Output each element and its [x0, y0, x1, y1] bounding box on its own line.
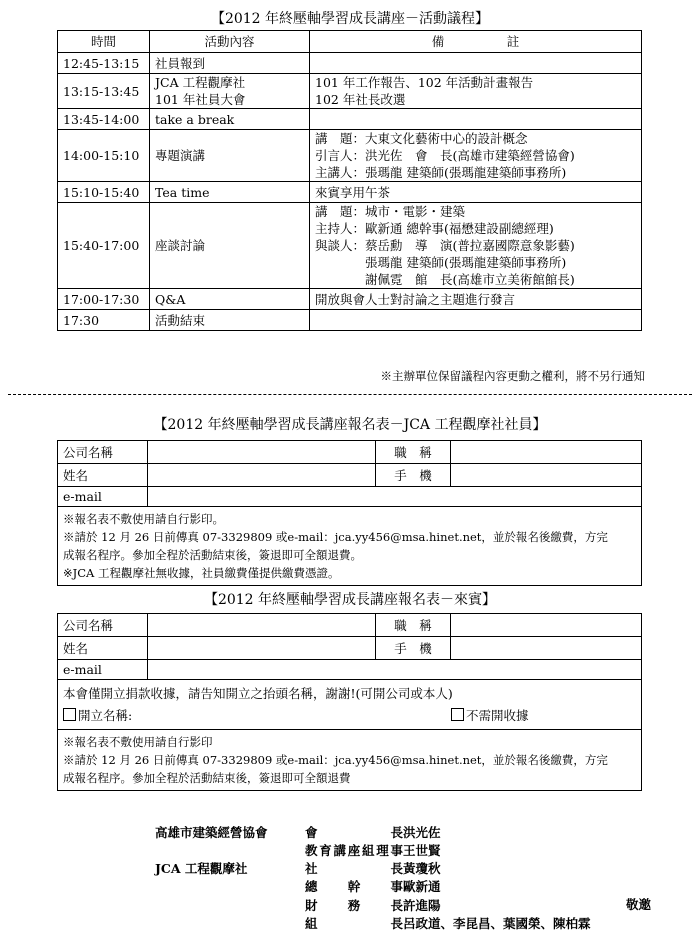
cut-line-divider — [8, 394, 692, 395]
agenda-title: 【2012 年終壓軸學習成長講座－活動議程】 — [210, 11, 490, 27]
member-registration-form — [57, 440, 642, 586]
agenda-activity-line: take a break — [155, 111, 235, 127]
agenda-notes — [310, 182, 642, 203]
agenda-activity-line: 101 年社員大會 — [155, 92, 246, 107]
agenda-row — [58, 289, 642, 310]
signatory-name: 歐新通 — [403, 879, 441, 894]
agenda-note-line: 主講人：張瑪龍 建築師(張瑪龍建築師事務所) — [315, 165, 567, 180]
member-name-input[interactable] — [148, 464, 376, 487]
agenda-note-line: 來賓享用午茶 — [315, 184, 391, 200]
member-note-line: ※報名表不敷使用請自行影印。 — [63, 512, 224, 526]
issue-receipt-checkbox[interactable] — [63, 708, 76, 721]
agenda-note-line: 主持人：歐新通 總幹事(福懋建設副總經理) — [315, 221, 554, 236]
signatory-name: 黃瓊秋 — [403, 861, 441, 876]
agenda-time: 15:40-17:00 — [58, 203, 150, 289]
member-phone-label: 手 機 — [376, 464, 451, 487]
agenda-activity-line: 座談討論 — [155, 238, 206, 253]
signatory-name: 呂政道、李昆昌、葉國榮、陳柏霖 — [403, 916, 591, 931]
guest-position-label: 職 稱 — [376, 614, 451, 637]
signatory-name: 洪光佐 — [403, 825, 441, 840]
agenda-footnote: ※主辦單位保留議程內容更動之權利，將不另行通知 — [380, 369, 645, 383]
member-position-input[interactable] — [451, 441, 642, 464]
agenda-activity — [150, 203, 310, 289]
signatory-name: 許進陽 — [403, 898, 441, 913]
agenda-activity-line: Tea time — [155, 184, 210, 200]
member-form-title: 【2012 年終壓軸學習成長講座報名表－JCA 工程觀摩社社員】 — [153, 417, 547, 433]
signatory-title: 組長 — [305, 916, 403, 931]
guest-registration-form — [57, 613, 642, 791]
signatory-row — [305, 859, 441, 877]
member-email-input[interactable] — [148, 487, 642, 507]
agenda-activity-line: 專題演講 — [155, 148, 206, 163]
agenda-time: 14:00-15:10 — [58, 130, 150, 182]
no-receipt-checkbox[interactable] — [451, 708, 464, 721]
agenda-time: 13:15-13:45 — [58, 74, 150, 109]
signatory-row — [305, 823, 441, 841]
guest-note-line: 成報名程序。參加全程於活動結束後，簽退即可全額退費 — [63, 771, 351, 785]
guest-phone-input[interactable] — [451, 637, 642, 660]
guest-email-input[interactable] — [148, 660, 642, 680]
signatory-name: 王世賢 — [403, 843, 441, 858]
agenda-time: 12:45-13:15 — [58, 53, 150, 74]
agenda-note-line: 講 題：城市・電影・建築 — [315, 204, 466, 219]
agenda-note-line: 與談人：蔡岳勳 導 演(普拉嘉國際意象影藝) — [315, 238, 575, 253]
agenda-activity — [150, 109, 310, 130]
no-receipt-label: 不需開收據 — [466, 708, 529, 723]
closing-invitation: 敬邀 — [626, 897, 652, 912]
agenda-activity — [150, 182, 310, 203]
agenda-activity-line: JCA 工程觀摩社 — [155, 75, 246, 90]
agenda-time: 17:30 — [58, 310, 150, 331]
agenda-note-line: 開放與會人士對討論之主題進行發言 — [315, 291, 516, 307]
agenda-time: 13:45-14:00 — [58, 109, 150, 130]
guest-email-label: e-mail — [58, 660, 148, 680]
agenda-row — [58, 310, 642, 331]
issue-receipt-label: 開立名稱: — [78, 708, 133, 723]
agenda-notes — [310, 74, 642, 109]
member-note-line: ※JCA 工程觀摩社無收據，社員繳費僅提供繳費憑證。 — [63, 566, 340, 580]
member-note-line: 成報名程序。參加全程於活動結束後，簽退即可全額退費。 — [63, 548, 362, 562]
guest-note-line: ※報名表不敷使用請自行影印 — [63, 735, 213, 749]
member-company-label: 公司名稱 — [58, 441, 148, 464]
agenda-time: 15:10-15:40 — [58, 182, 150, 203]
agenda-note-line: 引言人：洪光佐 會 長(高雄市建築經營協會) — [315, 148, 575, 163]
agenda-notes — [310, 289, 642, 310]
member-company-input[interactable] — [148, 441, 376, 464]
header-time: 時間 — [58, 31, 150, 53]
signatory-row — [305, 896, 441, 914]
agenda-activity-line: 社員報到 — [155, 55, 206, 71]
agenda-row — [58, 74, 642, 109]
agenda-activity — [150, 74, 310, 109]
agenda-row — [58, 182, 642, 203]
signatory-title: 財務長 — [305, 898, 403, 913]
member-name-label: 姓名 — [58, 464, 148, 487]
header-notes: 備 註 — [310, 31, 642, 53]
agenda-row — [58, 203, 642, 289]
signatory-title: 教育講座組理事 — [305, 843, 403, 858]
signatory-title: 會長 — [305, 825, 403, 840]
agenda-notes — [310, 203, 642, 289]
agenda-note-line: 101 年工作報告、102 年活動計畫報告 — [315, 75, 534, 90]
receipt-instruction: 本會僅開立捐款收據，請告知開立之抬頭名稱，謝謝!(可開公司或本人) — [63, 686, 453, 701]
member-form-notes — [58, 507, 642, 586]
member-email-label: e-mail — [58, 487, 148, 507]
agenda-notes — [310, 109, 642, 130]
agenda-activity-line: Q&A — [155, 291, 186, 307]
agenda-activity — [150, 130, 310, 182]
signatory-title: 社長 — [305, 861, 403, 876]
signatory-row — [305, 877, 441, 895]
agenda-activity — [150, 310, 310, 331]
guest-note-line: ※請於 12 月 26 日前傳真 07-3329809 或e-mail：jca.yy456@msa.hinet.net，並於報名後繳費，方完 — [63, 753, 608, 767]
agenda-note-line: 102 年社長改選 — [315, 92, 406, 107]
org-kaohsiung-architecture-association: 高雄市建築經營協會 — [155, 825, 268, 840]
guest-receipt-section — [58, 680, 642, 730]
member-position-label: 職 稱 — [376, 441, 451, 464]
agenda-row — [58, 109, 642, 130]
member-note-line: ※請於 12 月 26 日前傳真 07-3329809 或e-mail：jca.yy456@msa.hinet.net，並於報名後繳費，方完 — [63, 530, 608, 544]
issue-receipt-option[interactable] — [63, 706, 132, 726]
guest-company-input[interactable] — [148, 614, 376, 637]
agenda-notes — [310, 130, 642, 182]
agenda-note-line: 謝佩霓 館 長(高雄市立美術館館長) — [315, 272, 575, 287]
no-receipt-option[interactable] — [451, 706, 529, 726]
member-phone-input[interactable] — [451, 464, 642, 487]
agenda-notes — [310, 53, 642, 74]
guest-phone-label: 手 機 — [376, 637, 451, 660]
agenda-row — [58, 130, 642, 182]
header-activity: 活動內容 — [150, 31, 310, 53]
agenda-header-row — [58, 31, 642, 53]
agenda-table — [57, 30, 642, 331]
agenda-activity — [150, 289, 310, 310]
signatory-row — [305, 841, 441, 859]
agenda-row — [58, 53, 642, 74]
agenda-note-line: 講 題：大東文化藝術中心的設計概念 — [315, 131, 528, 146]
guest-name-label: 姓名 — [58, 637, 148, 660]
guest-form-notes — [58, 730, 642, 791]
guest-name-input[interactable] — [148, 637, 376, 660]
signatory-title: 總幹事 — [305, 879, 403, 894]
signatory-row — [305, 914, 591, 932]
agenda-notes — [310, 310, 642, 331]
guest-form-title: 【2012 年終壓軸學習成長講座報名表－來賓】 — [203, 592, 497, 608]
agenda-time: 17:00-17:30 — [58, 289, 150, 310]
agenda-note-line: 張瑪龍 建築師(張瑪龍建築師事務所) — [315, 255, 567, 270]
agenda-activity — [150, 53, 310, 74]
agenda-activity-line: 活動結束 — [155, 312, 206, 328]
guest-position-input[interactable] — [451, 614, 642, 637]
guest-company-label: 公司名稱 — [58, 614, 148, 637]
org-jca-club: JCA 工程觀摩社 — [155, 861, 248, 876]
